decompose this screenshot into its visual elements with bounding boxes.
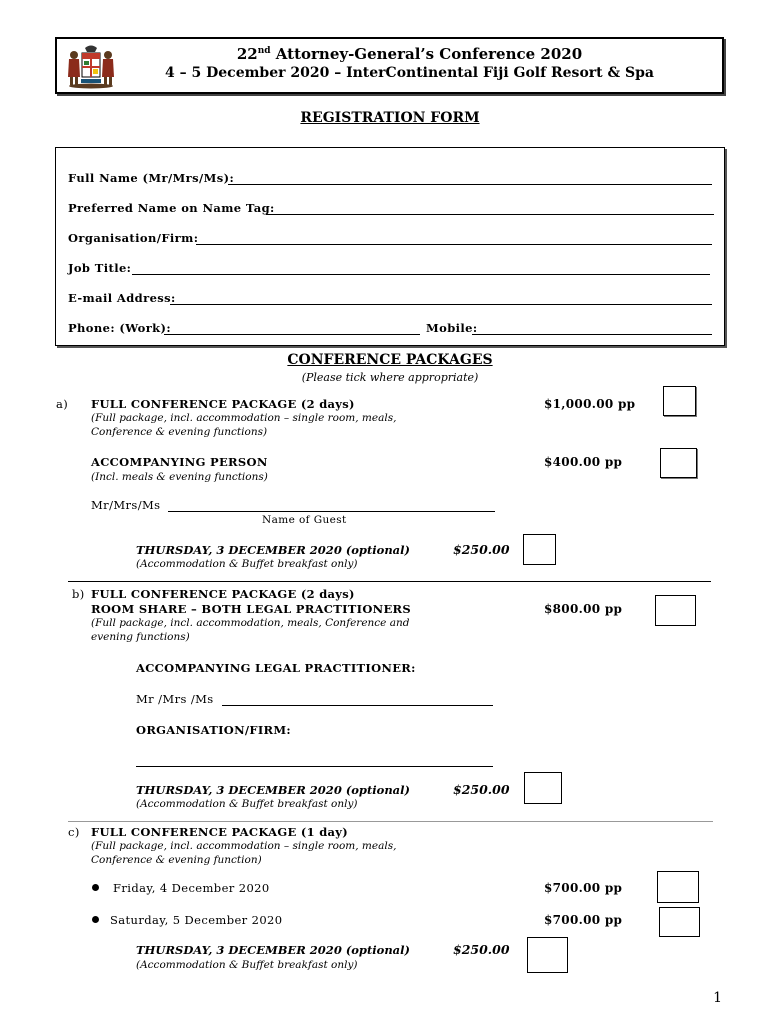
section-b-thursday-price: $250.00 xyxy=(453,782,510,797)
phone-work-field[interactable] xyxy=(164,324,420,335)
section-c-marker: c) xyxy=(68,825,80,839)
section-a-checkbox[interactable] xyxy=(663,386,696,416)
section-b-checkbox[interactable] xyxy=(655,595,696,626)
accompanying-practitioner-title: ACCOMPANYING LEGAL PRACTITIONER: xyxy=(136,661,416,675)
registration-form-title: REGISTRATION FORM xyxy=(300,110,480,126)
section-a-desc-2: Conference & evening functions) xyxy=(91,426,268,438)
email-label: E-mail Address: xyxy=(68,291,176,305)
section-a-desc-1: (Full package, incl. accommodation – single room, meals, xyxy=(91,412,397,424)
bullet-icon xyxy=(92,884,99,891)
section-c-thursday-label: THURSDAY, 3 DECEMBER 2020 (optional) xyxy=(136,943,410,957)
section-c-desc-2: Conference & evening function) xyxy=(91,854,262,866)
section-a-marker: a) xyxy=(56,397,69,411)
organisation-label: Organisation/Firm: xyxy=(68,231,199,245)
section-c-title: FULL CONFERENCE PACKAGE (1 day) xyxy=(91,825,349,839)
practitioner-prefix: Mr /Mrs /Ms xyxy=(136,692,214,706)
guest-name-field[interactable] xyxy=(168,501,495,512)
section-c-day2-checkbox[interactable] xyxy=(659,907,700,937)
section-c-thursday-price: $250.00 xyxy=(453,942,510,957)
section-a-thursday-label: THURSDAY, 3 DECEMBER 2020 (optional) xyxy=(136,543,410,557)
page-number: 1 xyxy=(713,990,722,1006)
practitioner-org-label: ORGANISATION/FIRM: xyxy=(136,723,291,737)
section-c-day1-price: $700.00 pp xyxy=(544,881,623,895)
conference-title: 22nd Attorney-General’s Conference 2020 xyxy=(236,45,583,63)
email-field[interactable] xyxy=(170,294,712,305)
section-b-desc-2: evening functions) xyxy=(91,631,190,643)
bullet-icon xyxy=(92,916,99,923)
section-c-desc-1: (Full package, incl. accommodation – single room, meals, xyxy=(91,840,397,852)
guest-prefix: Mr/Mrs/Ms xyxy=(91,498,161,512)
section-a-price: $1,000.00 pp xyxy=(544,397,636,411)
section-c-day1-checkbox[interactable] xyxy=(657,871,699,903)
accompanying-person-title: ACCOMPANYING PERSON xyxy=(91,455,268,469)
section-c-thursday-checkbox[interactable] xyxy=(527,937,568,973)
job-title-label: Job Title: xyxy=(68,261,132,275)
section-b-marker: b) xyxy=(72,587,85,601)
section-b-thursday-checkbox[interactable] xyxy=(524,772,562,804)
section-c-day2-price: $700.00 pp xyxy=(544,913,623,927)
conference-header xyxy=(55,37,724,94)
preferred-name-field[interactable] xyxy=(266,204,714,215)
mobile-label: Mobile: xyxy=(426,321,478,335)
section-a-thursday-checkbox[interactable] xyxy=(523,534,556,565)
personal-details-box xyxy=(55,147,725,346)
mobile-field[interactable] xyxy=(472,324,712,335)
packages-subtitle: (Please tick where appropriate) xyxy=(301,371,479,384)
practitioner-name-field[interactable] xyxy=(222,695,493,706)
accompanying-person-checkbox[interactable] xyxy=(660,448,697,478)
section-c-day1: Friday, 4 December 2020 xyxy=(113,881,270,895)
organisation-field[interactable] xyxy=(196,234,712,245)
full-name-field[interactable] xyxy=(228,174,712,185)
section-b-title: FULL CONFERENCE PACKAGE (2 days) xyxy=(91,587,355,601)
section-b-price: $800.00 pp xyxy=(544,602,623,616)
guest-name-caption: Name of Guest xyxy=(262,514,347,526)
packages-title: CONFERENCE PACKAGES xyxy=(287,352,493,368)
section-c-day2: Saturday, 5 December 2020 xyxy=(110,913,283,927)
full-name-label: Full Name (Mr/Mrs/Ms): xyxy=(68,171,235,185)
accompanying-person-price: $400.00 pp xyxy=(544,455,623,469)
section-a-thursday-desc: (Accommodation & Buffet breakfast only) xyxy=(136,558,358,570)
section-b-thursday-desc: (Accommodation & Buffet breakfast only) xyxy=(136,798,358,810)
phone-work-label: Phone: (Work): xyxy=(68,321,172,335)
section-divider-b-c xyxy=(68,821,713,822)
section-b-thursday-label: THURSDAY, 3 DECEMBER 2020 (optional) xyxy=(136,783,410,797)
section-divider-a-b xyxy=(68,581,711,582)
accompanying-person-desc: (Incl. meals & evening functions) xyxy=(91,471,268,483)
section-b-title-2: ROOM SHARE – BOTH LEGAL PRACTITIONERS xyxy=(91,602,411,616)
job-title-field[interactable] xyxy=(132,264,710,275)
section-c-thursday-desc: (Accommodation & Buffet breakfast only) xyxy=(136,959,358,971)
preferred-name-label: Preferred Name on Name Tag: xyxy=(68,201,275,215)
section-a-title: FULL CONFERENCE PACKAGE (2 days) xyxy=(91,397,355,411)
practitioner-org-field[interactable] xyxy=(136,756,493,767)
section-b-desc-1: (Full package, incl. accommodation, meals, Conference and xyxy=(91,617,410,629)
section-a-thursday-price: $250.00 xyxy=(453,542,510,557)
conference-subtitle: 4 – 5 December 2020 – InterContinental Fiji Golf Resort & Spa xyxy=(165,65,654,81)
